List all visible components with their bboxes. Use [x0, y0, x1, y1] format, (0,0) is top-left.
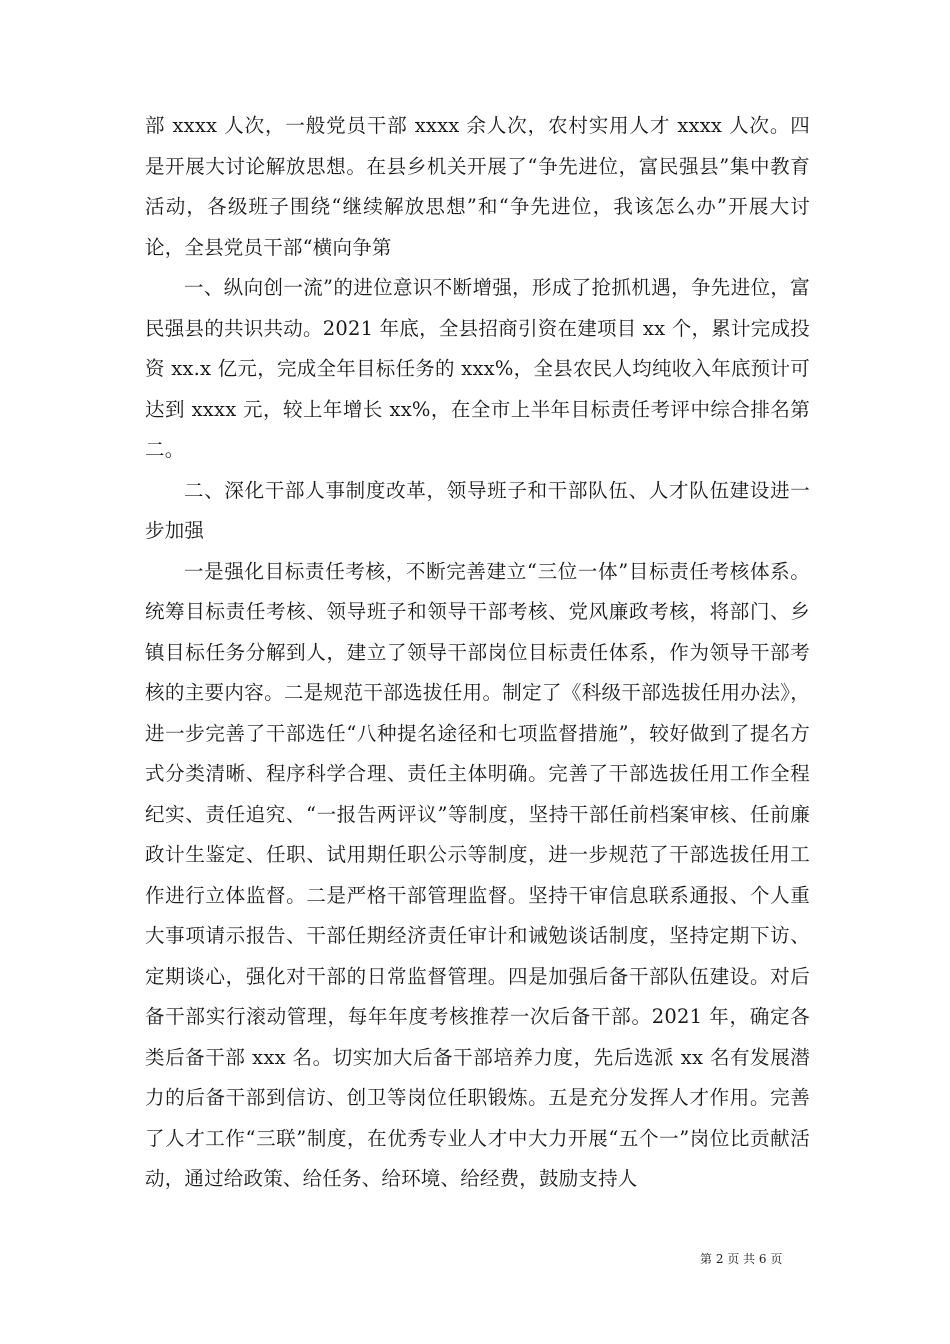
document-body	[145, 106, 810, 1200]
paragraph-2: 一、纵向创一流”的进位意识不断增强，形成了抢抓机遇，争先进位，富民强县的共识共动。2021 年底，全县招商引资在建项目 xx 个，累计完成投资 xx.x 亿元，完成全年目标任务的 xxx%，全县农民人均纯收入年底预计可达到 xxxx 元，较上年增长 xx%，在全市上半年目标责任考评中综合排名第二。	[145, 276, 810, 461]
paragraph-4: 一是强化目标责任考核，不断完善建立“三位一体”目标责任考核体系。统筹目标责任考核、领导班子和领导干部考核、党风廉政考核，将部门、乡镇目标任务分解到人，建立了领导干部岗位目标责任体系，作为领导干部考核的主要内容。二是规范干部选拔任用。制定了《科级干部选拔任用办法》，进一步完善了干部选任“八种提名途径和七项监督措施”，较好做到了提名方式分类清晰、程序科学合理、责任主体明确。完善了干部选拔任用工作全程纪实、责任追究、“一报告两评议”等制度，坚持干部任前档案审核、任前廉政计生鉴定、任职、试用期任职公示等制度，进一步规范了干部选拔任用工作进行立体监督。二是严格干部管理监督。坚持干审信息联系通报、个人重大事项请示报告、干部任期经济责任审计和诫勉谈话制度，坚持定期下访、定期谈心，强化对干部的日常监督管理。四是加强后备干部队伍建设。对后备干部实行滚动管理，每年年度考核推荐一次后备干部。2021 年，确定各类后备干部 xxx 名。切实加大后备干部培养力度，先后选派 xx 名有发展潜力的后备干部到信访、创卫等岗位任职锻炼。五是充分发挥人才作用。完善了人才工作“三联”制度，在优秀专业人才中大力开展“五个一”岗位比贡献活动，通过给政策、给任务、给环境、给经费，鼓励支持人	[145, 559, 810, 1190]
page-number-footer: 第 2 页 共 6 页	[700, 1252, 783, 1266]
paragraph-3-heading: 二、深化干部人事制度改革，领导班子和干部队伍、人才队伍建设进一步加强	[145, 478, 810, 542]
paragraph-1: 部 xxxx 人次，一般党员干部 xxxx 余人次，农村实用人才 xxxx 人次。四是开展大讨论解放思想。在县乡机关开展了“争先进位，富民强县”集中教育活动，各级班子围绕“继续解放思想”和“争先进位，我该怎么办”开展大讨论，全县党员干部“横向争第	[145, 114, 810, 259]
